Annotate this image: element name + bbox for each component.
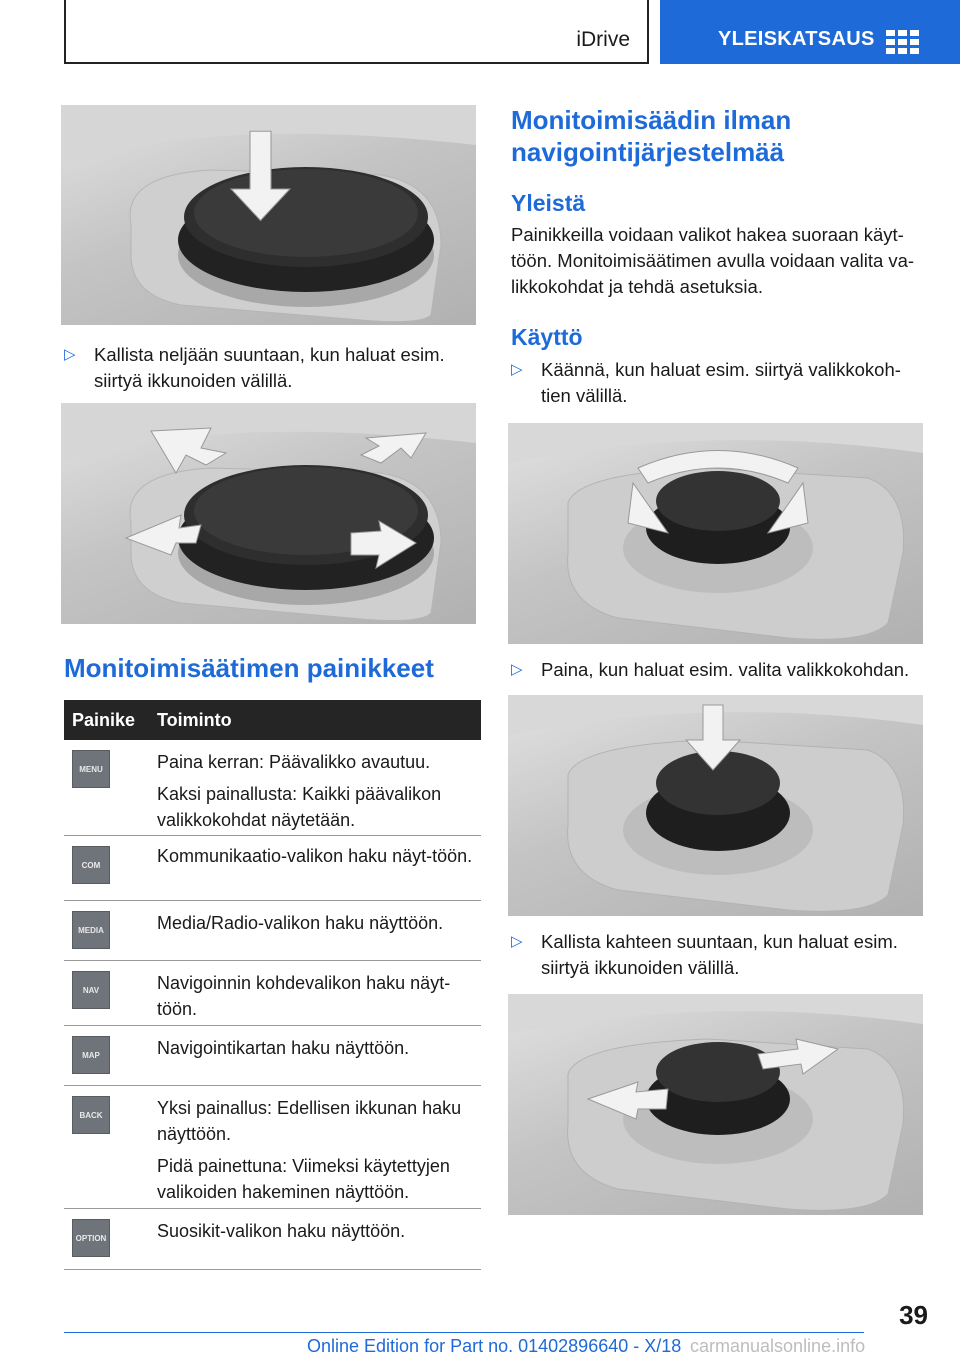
usage-heading: Käyttö	[511, 324, 583, 350]
step-press-text: Paina, kun haluat esim. valita valikkokohdan.	[541, 659, 910, 680]
row-text: Kommunikaatio-valikon haku näyt-töön.	[157, 846, 473, 866]
controller-press-down-photo	[508, 695, 923, 916]
buttons-table	[64, 700, 481, 1270]
row-text: Navigointikartan haku näyttöön.	[157, 1038, 410, 1058]
step-tilt-two-text: Kallista kahteen suuntaan, kun haluat esim. siirtyä ikkunoiden välillä.	[541, 931, 898, 978]
controller-turn-photo	[508, 423, 923, 644]
nav-button-icon: NAV	[72, 971, 110, 1009]
map-button-icon: MAP	[72, 1036, 110, 1074]
table-row	[64, 1086, 481, 1209]
media-button-icon: MEDIA	[72, 911, 110, 949]
com-button-icon: COM	[72, 846, 110, 884]
step-tilt-four-text: Kallista neljään suuntaan, kun haluat esim. siirtyä ikkunoiden välillä.	[94, 344, 445, 391]
step-turn-text: Käännä, kun haluat esim. siirtyä valikkokoh-tien välillä.	[541, 359, 901, 406]
table-row	[64, 836, 481, 901]
row-text: Pidä painettuna: Viimeksi käytettyjen valikoiden hakeminen näyttöön.	[157, 1156, 450, 1202]
table-row	[64, 740, 481, 836]
col-function-header: Toiminto	[157, 710, 232, 730]
controller-tilt-two-photo	[508, 994, 923, 1215]
step-turn	[511, 357, 923, 413]
controller-press-photo	[61, 105, 476, 325]
back-button-icon: BACK	[72, 1096, 110, 1134]
row-text: Kaksi painallusta: Kaikki päävalikon valikkokohdat näytetään.	[157, 784, 442, 830]
grid-icon	[886, 30, 920, 54]
table-row	[64, 1209, 481, 1270]
triangle-bullet-icon: ▷	[511, 361, 523, 378]
table-header	[64, 700, 481, 740]
col-button-header: Painike	[72, 710, 136, 730]
row-text: Media/Radio-valikon haku näyttöön.	[157, 913, 444, 933]
footer-rule	[64, 1332, 864, 1333]
row-text: Navigoinnin kohdevalikon haku näyt-töön.	[157, 973, 451, 1019]
menu-button-icon: MENU	[72, 750, 110, 788]
row-text: Paina kerran: Päävalikko avautuu.	[157, 752, 431, 772]
header-chapter-label: YLEISKATSAUS	[718, 28, 875, 50]
step-press	[511, 657, 923, 685]
footer-watermark: carmanualsonline.info	[690, 1336, 866, 1356]
header-section-title: iDrive	[576, 28, 630, 51]
general-text: Painikkeilla voidaan valikot hakea suoraan käyt-töön. Monitoimisäätimen avulla voidaan valita va-likkokohdat ja tehdä asetuksia.	[511, 224, 915, 297]
row-text: Yksi painallus: Edellisen ikkunan haku näyttöön.	[157, 1098, 462, 1144]
triangle-bullet-icon: ▷	[64, 346, 76, 363]
buttons-heading: Monitoimisäätimen painikkeet	[64, 653, 434, 683]
table-row	[64, 1026, 481, 1086]
step-tilt-two	[511, 929, 923, 985]
page-number: 39	[899, 1300, 928, 1330]
table-row	[64, 901, 481, 961]
controller-tilt-four-photo	[61, 403, 476, 624]
table-row	[64, 961, 481, 1026]
general-heading: Yleistä	[511, 190, 586, 216]
option-button-icon: OPTION	[72, 1219, 110, 1257]
triangle-bullet-icon: ▷	[511, 933, 523, 950]
triangle-bullet-icon: ▷	[511, 661, 523, 678]
footer-edition: Online Edition for Part no. 01402896640 - X/18	[307, 1336, 682, 1356]
header-frame	[64, 0, 649, 64]
row-text: Suosikit-valikon haku näyttöön.	[157, 1221, 406, 1241]
step-tilt-four	[64, 342, 476, 398]
right-main-heading: Monitoimisäädin ilman navigointijärjestelmää	[511, 105, 792, 167]
header-chapter-tab[interactable]	[660, 0, 960, 64]
